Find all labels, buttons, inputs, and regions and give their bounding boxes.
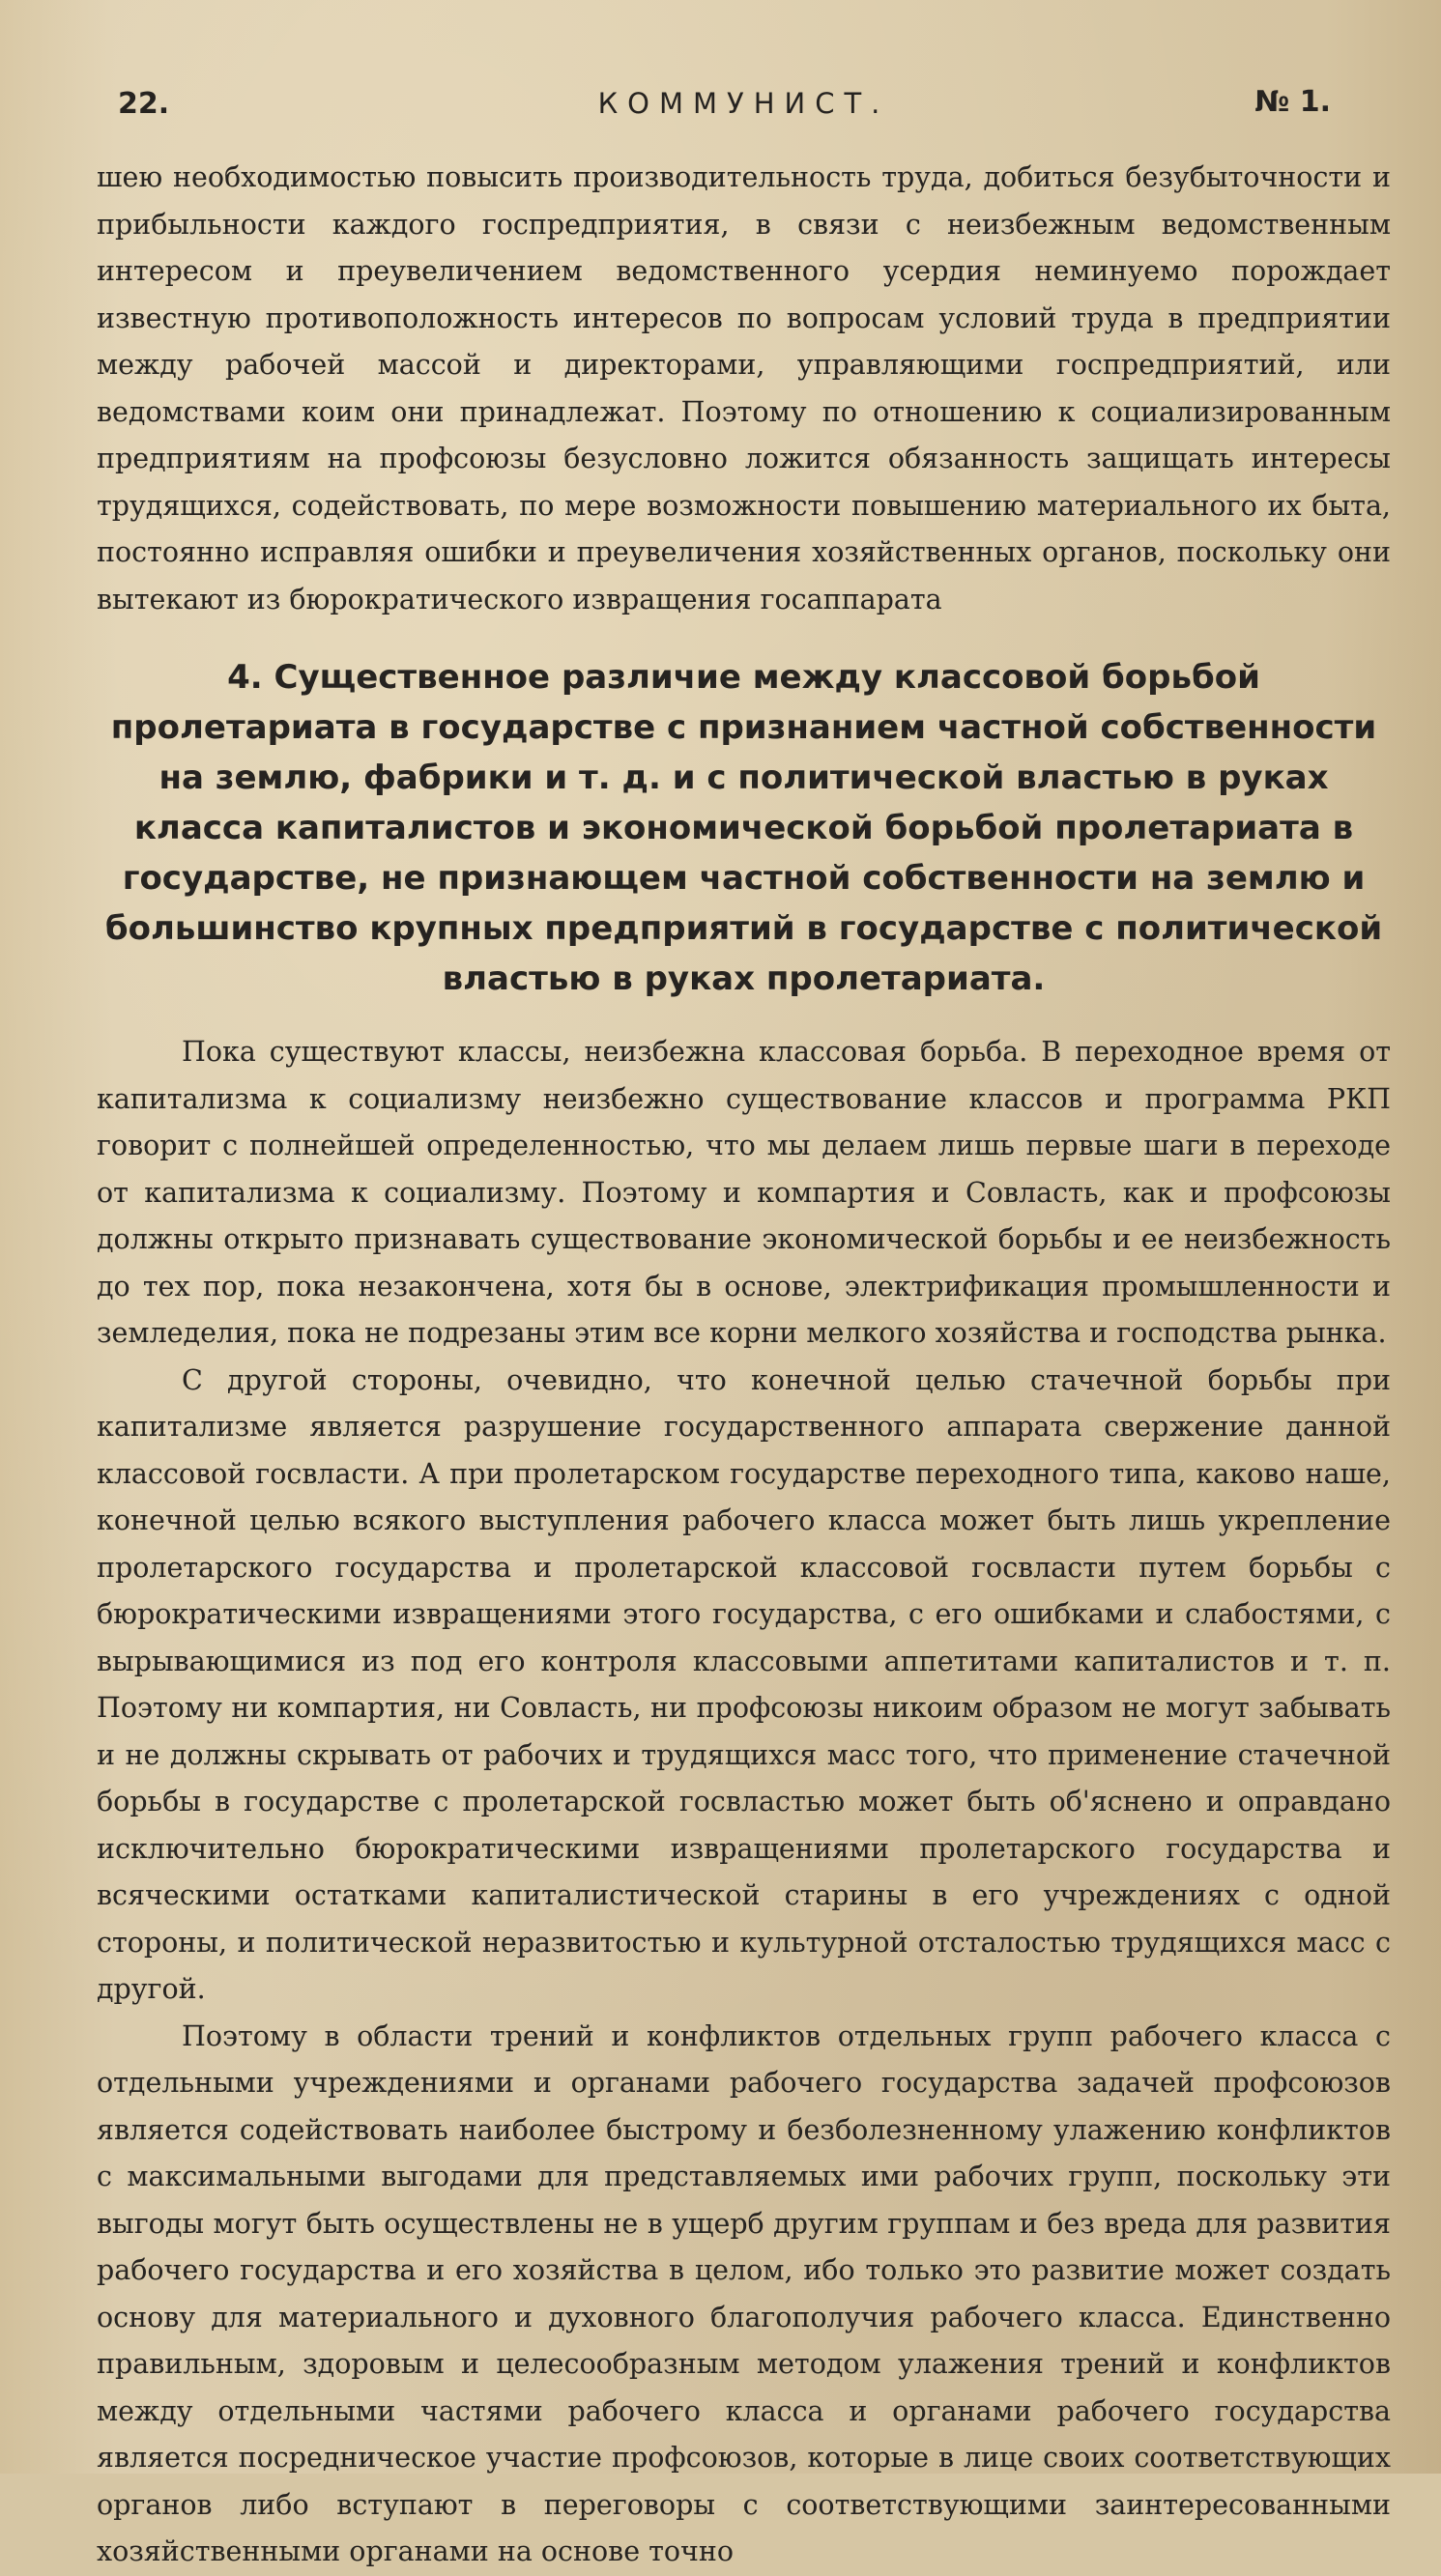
paragraph-4: Поэтому в области трений и конфликтов отдельных групп рабочего класса с отдельными учреждениями и органами рабочего государства задачей профсоюзов является содействовать наиболее быстрому и безболезненному улажению конфликтов с максимальными выгодами для представляемых ими рабочих групп, поскольку эти выгоды могут быть осуществлены не в ущерб другим группам и без вреда для развития рабочего государства и его хозяйства в целом, ибо только это развитие может создать основу для материального и духовного благополучия рабочего класса. Единственно правильным, здоровым и целесообразным методом улажения трений и конфликтов между отдельными частями рабочего класса и органами рабочего государства является посредническое участие профсоюзов, которые в лице своих соответствующих органов либо вступают в переговоры с соответствующими заинтересованными хозяйственными органами на основе точно <box>97 2019 1391 2567</box>
paragraph-2: Пока существуют классы, неизбежна классовая борьба. В переходное время от капитализма к социализму неизбежно существование классов и программа РКП говорит с полнейшей определенностью, что мы делаем лишь первые шаги в переходе от капитализма к социализму. Поэтому и компартия и Совласть, как и профсоюзы должны открыто признавать существование экономической борьбы и ее неизбежность до тех пор, пока незакончена, хотя бы в основе, электрификация промышленности и земледелия, пока не подрезаны этим все корни мелкого хозяйства и господства рынка. <box>97 1036 1391 1349</box>
section-heading: 4. Существенное различие между классовой борьбой пролетариата в государстве с признанием частной собственности на землю, фабрики и т. д. и с политической властью в руках класса капиталистов и экономической борьбой пролетариата в государстве, не признающем частной собственности на землю и большинство крупных предприятий в государстве с политической властью в руках пролетариата. <box>104 658 1383 998</box>
journal-title: КОММУНИСТ. <box>597 87 890 120</box>
page-number: 22. <box>118 87 170 121</box>
issue-number: № 1. <box>1254 85 1331 119</box>
page-header <box>97 0 1391 155</box>
paragraph-3: С другой стороны, очевидно, что конечной целью стачечной борьбы при капитализме является разрушение государственного аппарата свержение данной классовой госвласти. А при пролетарском государстве переходного типа, каково наше, конечной целью всякого выступления рабочего класса может быть лишь укрепление пролетарского государства и пролетарской классовой госвласти путем борьбы с бюрократическими извращениями этого государства, с его ошибками и слабостями, с вырывающимися из под его контроля классовыми аппетитами капиталистов и т. п. Поэтому ни компартия, ни Совласть, ни профсоюзы никоим образом не могут забывать и не должны скрывать от рабочих и трудящихся масс того, что применение стачечной борьбы в государстве с пролетарской госвластью может быть об'яснено и оправдано исключительно бюрократическими извращениями пролетарского государства и всяческими остатками капиталистической старины в его учреждениях с одной стороны, и политической неразвитостью и культурной отсталостью трудящихся масс с другой. <box>97 1363 1391 2005</box>
paragraph-1: шею необходимостью повысить производительность труда, добиться безубыточности и прибыльности каждого госпредприятия, в связи с неизбежным ведомственным интересом и преувеличением ведомственного усердия неминуемо порождает известную противоположность интересов по вопросам условий труда в предприятии между рабочей массой и директорами, управляющими госпредприятий, или ведомствами коим они принадлежат. Поэтому по отношению к социализированным предприятиям на профсоюзы безусловно ложится обязанность защищать интересы трудящихся, содействовать, по мере возможности повышению материального их быта, постоянно исправляя ошибки и преувеличения хозяйственных органов, поскольку они вытекают из бюрократического извращения госаппарата <box>97 161 1391 615</box>
